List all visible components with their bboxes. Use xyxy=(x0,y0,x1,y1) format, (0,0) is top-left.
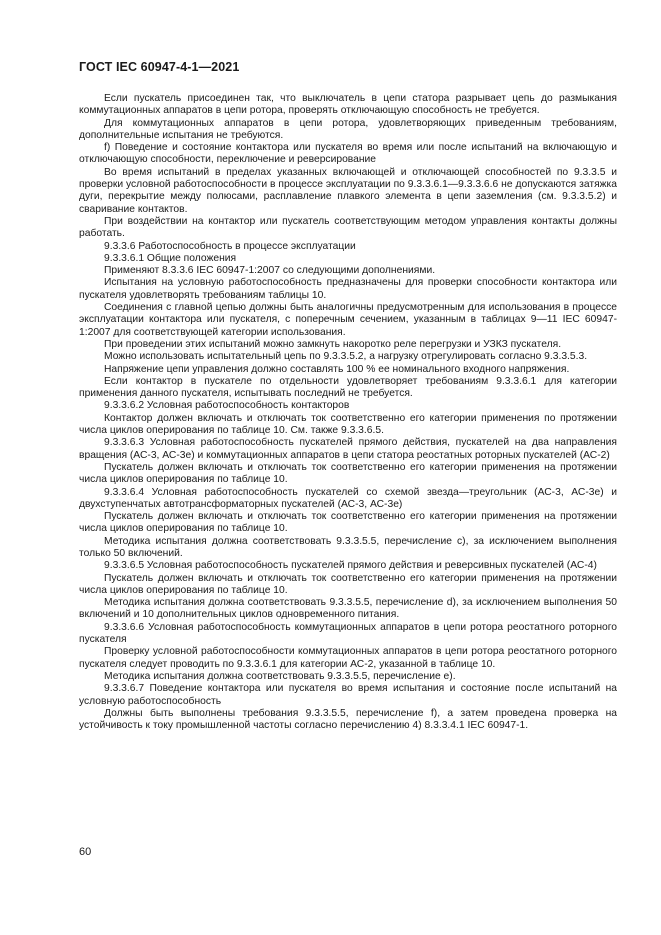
section-heading: 9.3.3.6.6 Условная работоспособность коммутационных аппаратов в цепи ротора реостатного роторного пускателя xyxy=(79,621,617,646)
paragraph: Методика испытания должна соответствовать 9.3.3.5.5, перечисление d), за исключением выполнения 50 включений и 10 дополнительных циклов одновременного питания. xyxy=(79,597,617,621)
paragraph: Напряжение цепи управления должно составлять 100 % ее номинального входного напряжения. xyxy=(104,363,570,375)
section-heading: 9.3.3.6.2 Условная работоспособность контакторов xyxy=(104,400,350,412)
standard-header: ГОСТ IEC 60947-4-1—2021 xyxy=(79,60,240,74)
paragraph: f) Поведение и состояние контактора или пускателя во время или после испытаний на включающую и отключающую способности, переключение и реверсирование xyxy=(79,142,617,166)
paragraph: Проверку условной работоспособности коммутационных аппаратов в цепи ротора реостатного роторного пускателя следует проводить по 9.3.3.6.1 для категории АС-2, указанной в таблице 10. xyxy=(79,646,617,670)
paragraph: Пускатель должен включать и отключать ток соответственно его категории применения на протяжении числа циклов оперирования по таблице 10. xyxy=(79,511,617,535)
paragraph: Для коммутационных аппаратов в цепи ротора, удовлетворяющих приведенным требованиям, дополнительные испытания не требуются. xyxy=(79,117,617,141)
section-heading: 9.3.3.6.4 Условная работоспособность пускателей со схемой звезда—треугольник (АС-3, АС-3е) и двухступенчатых автотрансформаторных пускателей (АС-3, АС-3е) xyxy=(79,486,617,510)
paragraph: Контактор должен включать и отключать ток соответственно его категории применения по протяжении числа циклов оперирования по таблице 10. См. также 9.3.3.6.5. xyxy=(79,412,617,437)
paragraph: Соединения с главной цепью должны быть аналогичны предусмотренным для использования в процессе эксплуатации контактора или пускателя, с поперечным сечением, указанным в таблицах 9—11 IEC 60947-1:2007 для соответствующей категории использования. xyxy=(79,302,617,338)
section-heading: 9.3.3.6.5 Условная работоспособность пускателей прямого действия и реверсивных пускателей (АС-4) xyxy=(104,560,597,572)
paragraph: Методика испытания должна соответствовать 9.3.3.5.5, перечисление е). xyxy=(104,670,456,682)
paragraph: При воздействии на контактор или пускатель соответствующим методом управления контакты должны работать. xyxy=(79,215,617,240)
paragraph: Пускатель должен включать и отключать ток соответственно его категории применения на протяжении числа циклов оперирования по таблице 10. xyxy=(79,461,617,486)
paragraph: Применяют 8.3.3.6 IEC 60947-1:2007 со следующими дополнениями. xyxy=(104,265,436,277)
paragraph: Если контактор в пускателе по отдельности удовлетворяет требованиям 9.3.3.6.1 для категории применения данного пускателя, испытывать последний не требуется. xyxy=(79,375,617,400)
paragraph: Можно использовать испытательный цепь по 9.3.3.5.2, а нагрузку отрегулировать согласно 9.3.3.5.3. xyxy=(104,351,588,363)
section-heading: 9.3.3.6 Работоспособность в процессе эксплуатации xyxy=(104,240,356,252)
paragraph: Пускатель должен включать и отключать ток соответственно его категории применения на протяжении числа циклов оперирования по таблице 10. xyxy=(79,572,617,596)
section-heading: 9.3.3.6.1 Общие положения xyxy=(104,252,237,264)
paragraph: Методика испытания должна соответствовать 9.3.3.5.5, перечисление с), за исключением выполнения только 50 включений. xyxy=(79,535,617,559)
paragraph: Если пускатель присоединен так, что выключатель в цепи статора разрывает цепь до размыкания коммутационных аппаратов в цепи ротора, проверять отключающую способность не требуется. xyxy=(79,93,617,117)
page-number: 60 xyxy=(79,846,92,858)
body-text xyxy=(79,93,617,732)
section-heading: 9.3.3.6.7 Поведение контактора или пускателя во время испытания и состояние после испытаний на условную работоспособность xyxy=(79,683,617,707)
paragraph: Испытания на условную работоспособность предназначены для проверки способности контактора или пускателя удовлетворять требованиям таблицы 10. xyxy=(79,277,617,301)
paragraph: Во время испытаний в пределах указанных включающей и отключающей способностей по 9.3.3.5 и проверки условной работоспособности в процессе эксплуатации по 9.3.3.6.1—9.3.3.6.6 не допускаются затяжка дуги, перекрытие между полюсами, расплавление плавкого элемента в цепи заземления (см. 9.3.3.5.2) и сваривание контактов. xyxy=(79,166,617,215)
section-heading: 9.3.3.6.3 Условная работоспособность пускателей прямого действия, пускателей на два направления вращения (АС-3, АС-3е) и коммутационных аппаратов в цепи статора реостатных роторных пускателей (АС-2) xyxy=(79,437,617,461)
paragraph: При проведении этих испытаний можно замкнуть накоротко реле перегрузки и УЗКЗ пускателя. xyxy=(104,338,562,350)
paragraph: Должны быть выполнены требования 9.3.3.5.5, перечисление f), а затем проведена проверка на устойчивость к току промышленной частоты согласно перечислению 4) 8.3.3.4.1 IEC 60947-1. xyxy=(79,707,617,732)
